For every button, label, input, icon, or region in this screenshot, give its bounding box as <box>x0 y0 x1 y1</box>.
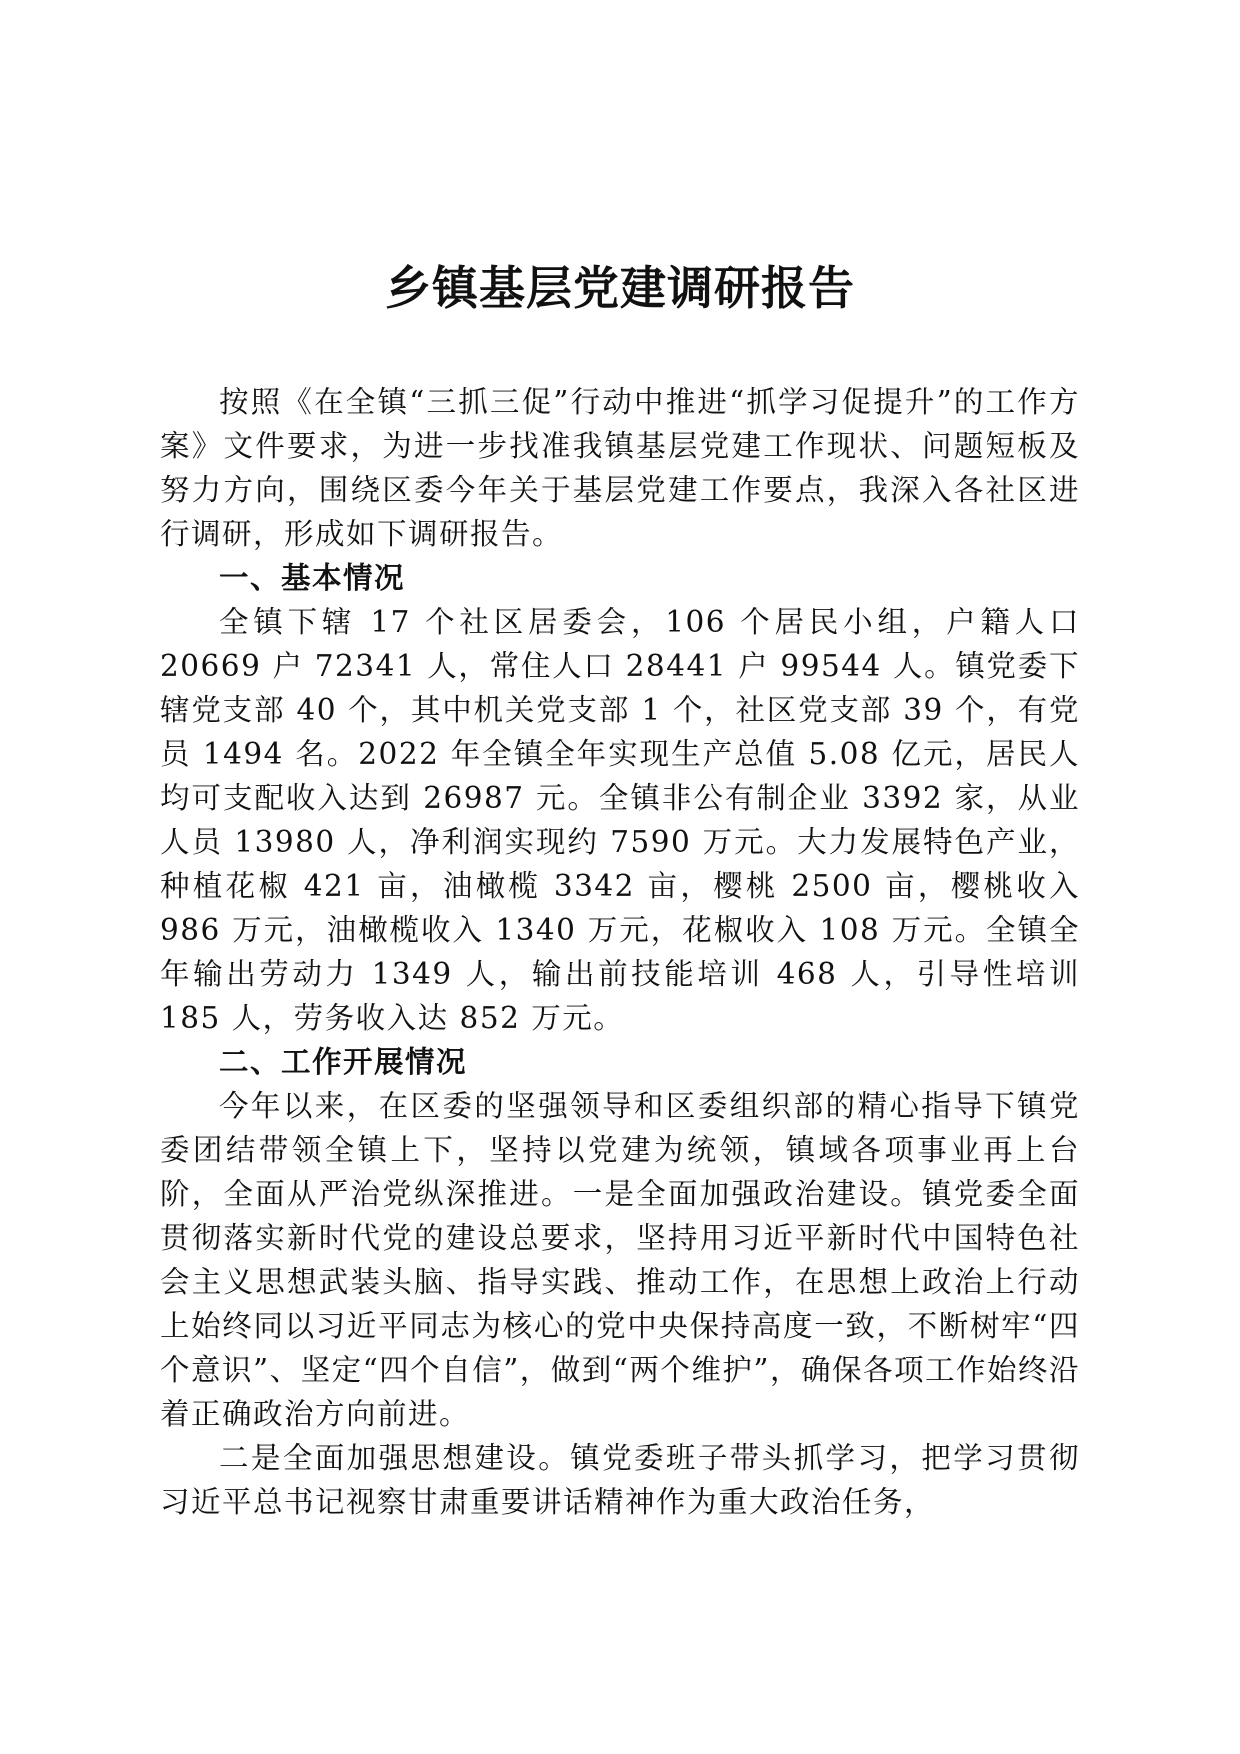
section-heading-basic-situation: 一、基本情况 <box>219 561 406 595</box>
ideological-building-paragraph: 二是全面加强思想建设。镇党委班子带头抓学习，把学习贯彻习近平总书记视察甘肃重要讲话精神作为重大政治任务， <box>160 1441 1080 1519</box>
document-title: 乡镇基层党建调研报告 <box>385 261 855 315</box>
work-progress-paragraph: 今年以来，在区委的坚强领导和区委组织部的精心指导下镇党委团结带领全镇上下，坚持以党建为统领，镇域各项事业再上台阶，全面从严治党纵深推进。一是全面加强政治建设。镇党委全面贯彻落实新时代党的建设总要求，坚持用习近平新时代中国特色社会主义思想武装头脑、指导实践、推动工作，在思想上政治上行动上始终同以习近平同志为核心的党中央保持高度一致，不断树牢“四个意识”、坚定“四个自信”，做到“两个维护”，确保各项工作始终沿着正确政治方向前进。 <box>160 1089 1080 1431</box>
intro-paragraph: 按照《在全镇“三抓三促”行动中推进“抓学习促提升”的工作方案》文件要求，为进一步找准我镇基层党建工作现状、问题短板及努力方向，围绕区委今年关于基层党建工作要点，我深入各社区进行调研，形成如下调研报告。 <box>160 385 1080 551</box>
section-heading-work-progress: 二、工作开展情况 <box>219 1045 468 1079</box>
document-body <box>160 380 1080 1524</box>
basic-situation-paragraph: 全镇下辖 17 个社区居委会，106 个居民小组，户籍人口 20669 户 72341 人，常住人口 28441 户 99544 人。镇党委下辖党支部 40 个，其中机关党支部 1 个，社区党支部 39 个，有党员 1494 名。2022 年全镇全年实现生产总值 5.08 亿元，居民人均可支配收入达到 26987 元。全镇非公有制企业 3392 家，从业人员 13980 人，净利润实现约 7590 万元。大力发展特色产业，种植花椒 421 亩，油橄榄 3342 亩，樱桃 2500 亩，樱桃收入 986 万元，油橄榄收入 1340 万元，花椒收入 108 万元。全镇全年输出劳动力 1349 人，输出前技能培训 468 人，引导性培训 185 人，劳务收入达 852 万元。 <box>160 605 1080 1035</box>
